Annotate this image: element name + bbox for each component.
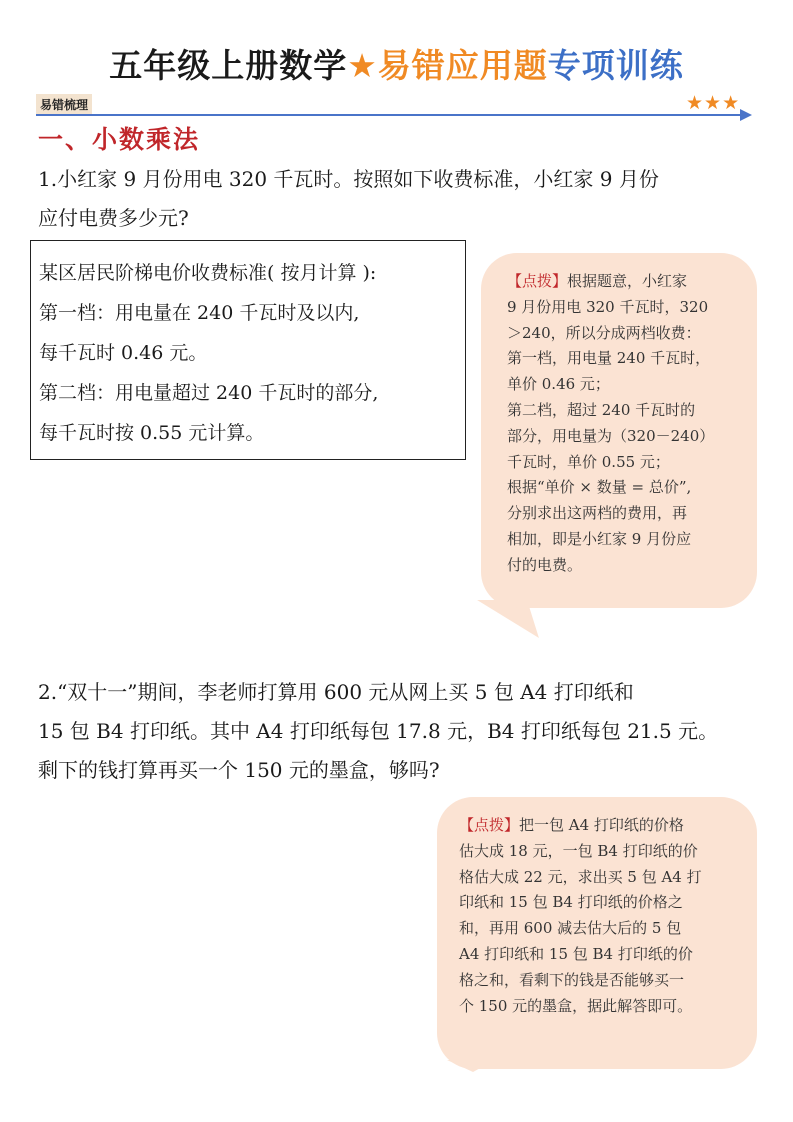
question-2 [38,673,763,790]
question-2-line: 剩下的钱打算再买一个 150 元的墨盒，够吗? [38,758,440,782]
hint-line: 格之和，看剩下的钱是否能够买一 [459,970,685,989]
hint-tag: 【点拨】 [507,272,568,290]
hint-line: 相加，即是小红家 9 月份应 [507,529,692,548]
hint-line: 把一包 A4 打印纸的价格 [519,816,684,834]
question-2-line: 2.“双十一”期间，李老师打算用 600 元从网上买 5 包 A4 打印纸和 [38,680,634,704]
hint-line: 9 月份用电 320 千瓦时，320 [507,297,709,316]
hint-bubble-2 [437,797,757,1069]
hint-line: A4 打印纸和 15 包 B4 打印纸的价 [459,944,693,963]
divider-line [36,114,744,116]
rule-line: 某区居民阶梯电价收费标准( 按月计算 ): [39,262,377,284]
page-title [0,40,793,87]
hint-line: 单价 0.46 元； [507,375,610,394]
question-2-line: 15 包 B4 打印纸。其中 A4 打印纸每包 17.8 元，B4 打印纸每包 21.5 元。 [38,719,719,743]
hint-line: 付的电费。 [507,555,583,574]
rule-line: 每千瓦时 0.46 元。 [39,342,208,364]
hint-line: 估大成 18 元，一包 B4 打印纸的价 [459,841,698,860]
hint-line: 千瓦时，单价 0.55 元； [507,452,670,471]
title-star-icon: ★ [347,46,378,85]
question-1-line: 应付电费多少元? [38,206,189,230]
hint-line: 分别求出这两档的费用，再 [507,504,688,523]
hint-line: 格估大成 22 元，求出买 5 包 A4 打 [459,867,702,886]
rule-line: 第一档：用电量在 240 千瓦时及以内, [39,302,360,324]
title-grade: 五年级上册数学 [109,46,348,85]
hint-line: 印纸和 15 包 B4 打印纸的价格之 [459,893,683,912]
hint-line: 根据“单价 × 数量 = 总价”, [507,478,692,497]
question-1-line: 1.小红家 9 月份用电 320 千瓦时。按照如下收费标准，小红家 9 月份 [38,167,659,191]
hint-line: 根据题意，小红家 [567,272,688,290]
arrow-icon [740,109,752,121]
hint-line: 第一档，用电量 240 千瓦时， [507,349,711,368]
hint-line: 个 150 元的墨盒，据此解答即可。 [459,996,693,1015]
section-tag: 易错梳理 [36,94,92,115]
question-1 [38,160,758,238]
hint-bubble-1 [481,253,757,608]
pricing-rules-box [30,240,466,460]
difficulty-stars-icon: ★★★ [686,92,741,114]
section-heading: 一、小数乘法 [38,125,201,154]
title-topic: 易错应用题 [377,46,548,85]
hint-line: 部分，用电量为（320－240） [507,426,715,445]
hint-tag: 【点拨】 [459,816,520,834]
hint-line: 和，再用 600 减去估大后的 5 包 [459,919,682,938]
rule-line: 第二档：用电量超过 240 千瓦时的部分, [39,382,379,404]
hint-line: ＞240，所以分成两档收费： [507,323,701,342]
title-training: 专项训练 [547,46,684,85]
hint-line: 第二档，超过 240 千瓦时的 [507,400,696,419]
rule-line: 每千瓦时按 0.55 元计算。 [39,422,265,444]
